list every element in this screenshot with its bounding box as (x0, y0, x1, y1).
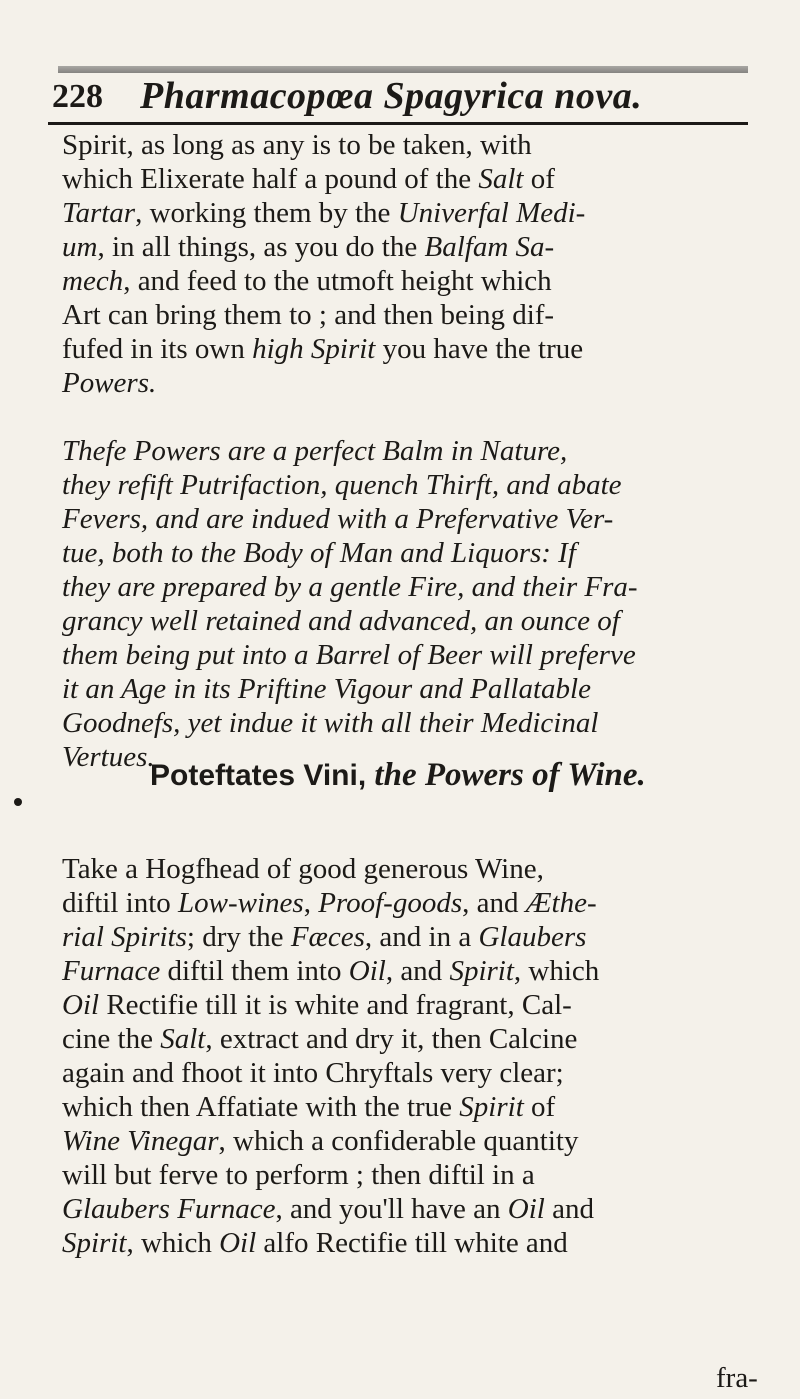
text-run: it an Age in its Priftine Vigour and Pallatable (62, 673, 591, 705)
text-run: grancy well retained and advanced, an ounce of (62, 605, 620, 637)
text-line (62, 852, 752, 886)
text-run: Art can bring them to ; and then being dif- (62, 299, 555, 331)
text-line (62, 886, 752, 920)
text-run: Univerfal Medi- (397, 197, 586, 229)
text-run: , working them by the (135, 197, 398, 229)
text-run: Rectifie till it is white and fragrant, Cal- (99, 989, 572, 1021)
text-run: Salt (478, 163, 524, 195)
text-run: Vertues. (62, 741, 155, 773)
text-run: mech (62, 265, 124, 297)
text-line (62, 1022, 752, 1056)
section-heading (150, 757, 646, 794)
text-line (62, 1056, 752, 1090)
text-run: you have the true (375, 333, 584, 365)
text-line (62, 1124, 752, 1158)
text-line (62, 128, 752, 162)
text-run: rial Spirits (62, 921, 187, 953)
text-run: ; dry the (186, 921, 291, 953)
text-run: diftil them into (160, 955, 349, 987)
text-run: high Spirit (252, 333, 376, 365)
text-line (62, 920, 752, 954)
text-line (62, 332, 752, 366)
paragraph-3 (62, 852, 752, 1260)
text-line (62, 570, 752, 604)
text-line (62, 638, 752, 672)
text-run: cine the (62, 1023, 161, 1055)
text-line (62, 672, 752, 706)
text-run: Take a Hogfhead of good generous Wine, (62, 853, 544, 885)
paragraph-1 (62, 128, 752, 400)
running-title: Pharmacopœa Spagyrica nova. (140, 75, 643, 117)
text-run: Spirit (459, 1091, 524, 1123)
text-line (62, 366, 752, 400)
text-line (62, 468, 752, 502)
text-run: which then Affatiate with the true (62, 1091, 460, 1123)
text-run: , in all things, as you do the (97, 231, 425, 263)
text-run: Oil (348, 955, 386, 987)
text-run: , which (126, 1227, 220, 1259)
text-line (62, 264, 752, 298)
text-line (62, 706, 752, 740)
page-header (48, 72, 748, 122)
text-run: Spirit, as long as any is to be taken, with (62, 129, 532, 161)
text-run: alfo Rectifie till white and (256, 1227, 568, 1259)
text-run: , and in a (364, 921, 479, 953)
page-number: 228 (52, 78, 103, 115)
text-run: Goodnefs, yet indue it with all their Medicinal (62, 707, 599, 739)
text-line (62, 954, 752, 988)
text-run: fufed in its own (62, 333, 253, 365)
text-run: Balfam Sa- (424, 231, 555, 263)
text-run: Proof-goods (318, 887, 463, 919)
text-run: them being put into a Barrel of Beer will preferve (62, 639, 636, 671)
text-run: Salt (160, 1023, 206, 1055)
text-run: of (523, 163, 555, 195)
text-run: Spirit (449, 955, 514, 987)
text-line (62, 1158, 752, 1192)
text-run: Oil (62, 989, 100, 1021)
section-heading-latin: Poteftates Vini, (150, 759, 367, 792)
text-line (62, 196, 752, 230)
text-run: Spirit (62, 1227, 127, 1259)
text-run: tue, both to the Body of Man and Liquors: If (62, 537, 576, 569)
text-run: they refift Putrifaction, quench Thirft, and abate (62, 469, 622, 501)
text-run: Glaubers (478, 921, 587, 953)
text-run: um (62, 231, 98, 263)
text-run: they are prepared by a gentle Fire, and their Fra- (62, 571, 638, 603)
text-line (62, 298, 752, 332)
text-run: Fevers, and are indued with a Prefervative Ver- (62, 503, 614, 535)
text-run: Fæces (290, 921, 365, 953)
text-run: Glaubers Furnace (62, 1193, 276, 1225)
text-line (62, 502, 752, 536)
text-line (62, 536, 752, 570)
text-run: , which (513, 955, 600, 987)
text-run: Low-wines (178, 887, 304, 919)
catchword: fra- (716, 1362, 758, 1394)
text-line (62, 604, 752, 638)
text-run: , extract and dry it, then Calcine (205, 1023, 578, 1055)
text-run: , and feed to the utmoft height which (123, 265, 552, 297)
text-line (62, 162, 752, 196)
paragraph-2 (62, 434, 752, 774)
text-run: diftil into (62, 887, 178, 919)
text-line (62, 1226, 752, 1260)
text-run: Thefe Powers are a perfect Balm in Nature, (62, 435, 568, 467)
text-run: Furnace (62, 955, 161, 987)
text-run: , and you'll have an (275, 1193, 508, 1225)
text-line (62, 230, 752, 264)
text-run: , and (462, 887, 526, 919)
text-run: , and (385, 955, 450, 987)
text-run: Tartar (62, 197, 136, 229)
section-heading-english: the Powers of Wine. (374, 757, 646, 793)
text-run: Wine Vinegar (62, 1125, 219, 1157)
text-run: which Elixerate half a pound of the (62, 163, 479, 195)
header-rule (48, 122, 748, 125)
text-run: , which a confiderable quantity (218, 1125, 579, 1157)
text-run: , (303, 887, 319, 919)
text-run: and (544, 1193, 594, 1225)
text-line (62, 1192, 752, 1226)
text-run: of (523, 1091, 556, 1123)
text-run: again and fhoot it into Chryftals very clear; (62, 1057, 564, 1089)
text-run: Æthe- (525, 887, 597, 919)
text-line (62, 988, 752, 1022)
text-line (62, 434, 752, 468)
margin-bullet-mark (14, 798, 22, 806)
text-run: will but ferve to perform ; then diftil in a (62, 1159, 535, 1191)
text-run: Oil (507, 1193, 545, 1225)
text-line (62, 1090, 752, 1124)
text-run: Powers. (62, 367, 157, 399)
text-run: Oil (219, 1227, 257, 1259)
